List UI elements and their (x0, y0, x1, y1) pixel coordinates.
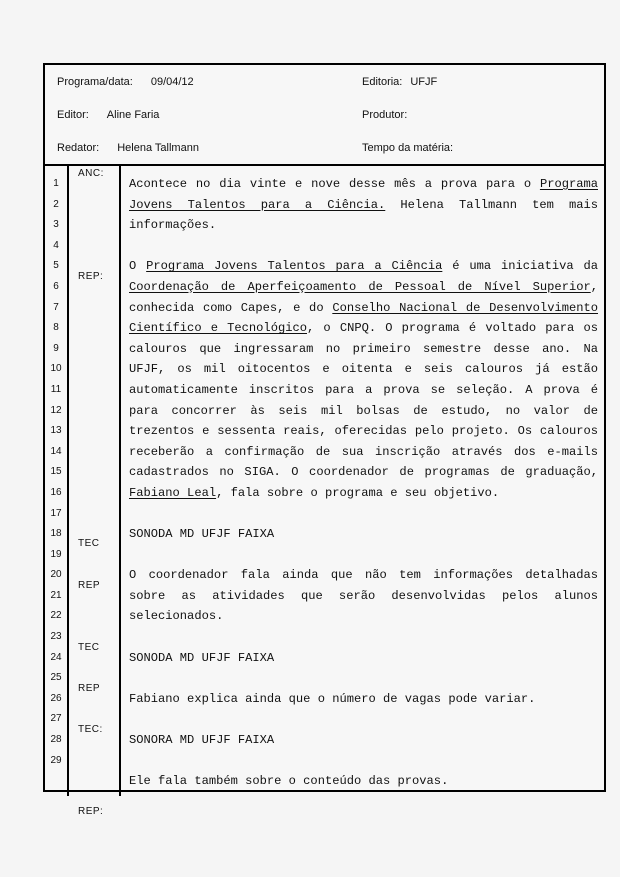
underlined-program-name: Programa Jovens Talentos para a Ciência. (129, 177, 598, 212)
line-number: 22 (50, 610, 62, 622)
script-paragraph-rep-main (129, 256, 598, 503)
line-number: 26 (50, 692, 62, 704)
header-row-editor (45, 98, 604, 131)
text-run: Helena Tallmann tem mais informações. (129, 197, 599, 233)
line-number: 24 (50, 651, 62, 663)
script-cue-sonoda-1: SONODA MD UFJF FAIXA (129, 527, 275, 542)
script-body (45, 166, 604, 817)
line-number: 21 (50, 589, 62, 601)
header-label-redator: Redator: (57, 141, 100, 154)
script-paragraph-rep-2: O coordenador fala ainda que não tem informações detalhadas sobre as atividades que serão desenvolvidas pelos alunos selecionados. (129, 568, 598, 624)
header-value-editor: Aline Faria (106, 108, 160, 121)
speaker-label: TEC (78, 642, 100, 653)
underlined-person-name: Fabiano Leal (129, 485, 217, 500)
line-number: 16 (50, 486, 62, 498)
script-paragraph-anc (129, 174, 598, 236)
text-run: é uma iniciativa da (442, 259, 599, 274)
speaker-label: REP: (78, 271, 104, 282)
line-number: 9 (53, 342, 59, 354)
line-number: 1 (53, 178, 59, 189)
line-number: 6 (53, 280, 59, 292)
line-number: 12 (50, 404, 62, 416)
header-field-editor (45, 109, 357, 121)
header-value-redator: Helena Tallmann (117, 141, 199, 154)
document-header (45, 65, 604, 166)
line-number: 20 (50, 569, 62, 581)
script-paragraph-rep-4: Ele fala também sobre o conteúdo das provas. (129, 774, 449, 789)
text-run: Acontece no dia vinte e nove desse mês a prova para o (129, 177, 540, 191)
underlined-capes-name: Coordenação de Aperfeiçoamento de Pessoal de Nível Superior (129, 279, 591, 294)
header-label-programa-data: Programa/data: (57, 75, 133, 88)
line-number: 27 (50, 713, 62, 725)
line-number: 14 (50, 445, 62, 457)
speaker-label: REP (78, 683, 101, 694)
header-label-produtor: Produtor: (362, 108, 408, 121)
header-label-tempo-materia: Tempo da matéria: (362, 141, 454, 154)
speaker-label: TEC: (78, 724, 103, 735)
text-run: , o CNPQ. O programa é voltado para os calouros que ingressaram no primeiro semestre desse ano. Na UFJF, os mil oitocentos e oitenta e seis calouros já estão automaticamente inscritos para a prova se seleção. A prova é para concorrer às seis mil bolsas de estudo, no valor de trezentos e sessenta reais, oferecidas pelo projeto. Os calouros receberão a confirmação de sua inscrição através dos e-mails cadastrados no SIGA. O coordenador de programas de graduação, (129, 321, 598, 480)
line-number: 23 (50, 631, 62, 643)
line-number: 15 (50, 466, 62, 478)
speaker-label: REP (78, 580, 101, 591)
line-number: 4 (53, 239, 59, 251)
line-number: 19 (50, 548, 62, 560)
text-run: , fala sobre o programa e seu objetivo. (216, 485, 500, 500)
header-field-programa-data (45, 76, 357, 88)
line-number: 5 (53, 260, 59, 272)
speaker-label-column (69, 166, 121, 817)
header-field-tempo-materia (357, 142, 604, 154)
header-row-programa (45, 65, 604, 98)
header-label-editoria: Editoria: (362, 75, 403, 88)
line-number: 18 (50, 528, 62, 540)
line-number: 2 (53, 198, 59, 210)
speaker-label: REP: (78, 806, 104, 817)
header-label-editor: Editor: (57, 108, 89, 121)
line-number: 28 (50, 734, 62, 746)
text-run: O (129, 259, 147, 274)
header-value-editoria: UFJF (410, 75, 438, 88)
line-number: 13 (50, 425, 62, 437)
line-number: 7 (53, 301, 59, 313)
script-document (43, 63, 606, 817)
script-cue-sonoda-2: SONODA MD UFJF FAIXA (129, 650, 275, 665)
line-number-gutter (45, 166, 69, 796)
script-text-column (121, 166, 604, 796)
header-field-editoria (357, 76, 604, 88)
line-number: 29 (50, 754, 62, 766)
underlined-cnpq-name: Conselho Nacional de Desenvolvimento Científico e Tecnológico (129, 300, 598, 336)
line-number: 8 (53, 322, 59, 334)
line-number: 25 (50, 672, 62, 684)
header-row-redator (45, 131, 604, 164)
script-paragraph-rep-3: Fabiano explica ainda que o número de vagas pode variar. (129, 691, 536, 706)
line-number: 3 (53, 219, 59, 231)
line-number: 10 (50, 363, 62, 375)
header-field-produtor (357, 109, 604, 121)
speaker-label: ANC: (78, 168, 104, 179)
header-value-programa-data: 09/04/12 (150, 75, 194, 88)
header-field-redator (45, 142, 357, 154)
script-cue-sonora: SONORA MD UFJF FAIXA (129, 733, 275, 748)
text-run: , conhecida como Capes, e do (129, 279, 598, 315)
underlined-program-name: Programa Jovens Talentos para a Ciência (146, 259, 443, 274)
line-number: 17 (50, 507, 62, 519)
line-number: 11 (50, 383, 62, 395)
speaker-label: TEC (78, 538, 100, 549)
